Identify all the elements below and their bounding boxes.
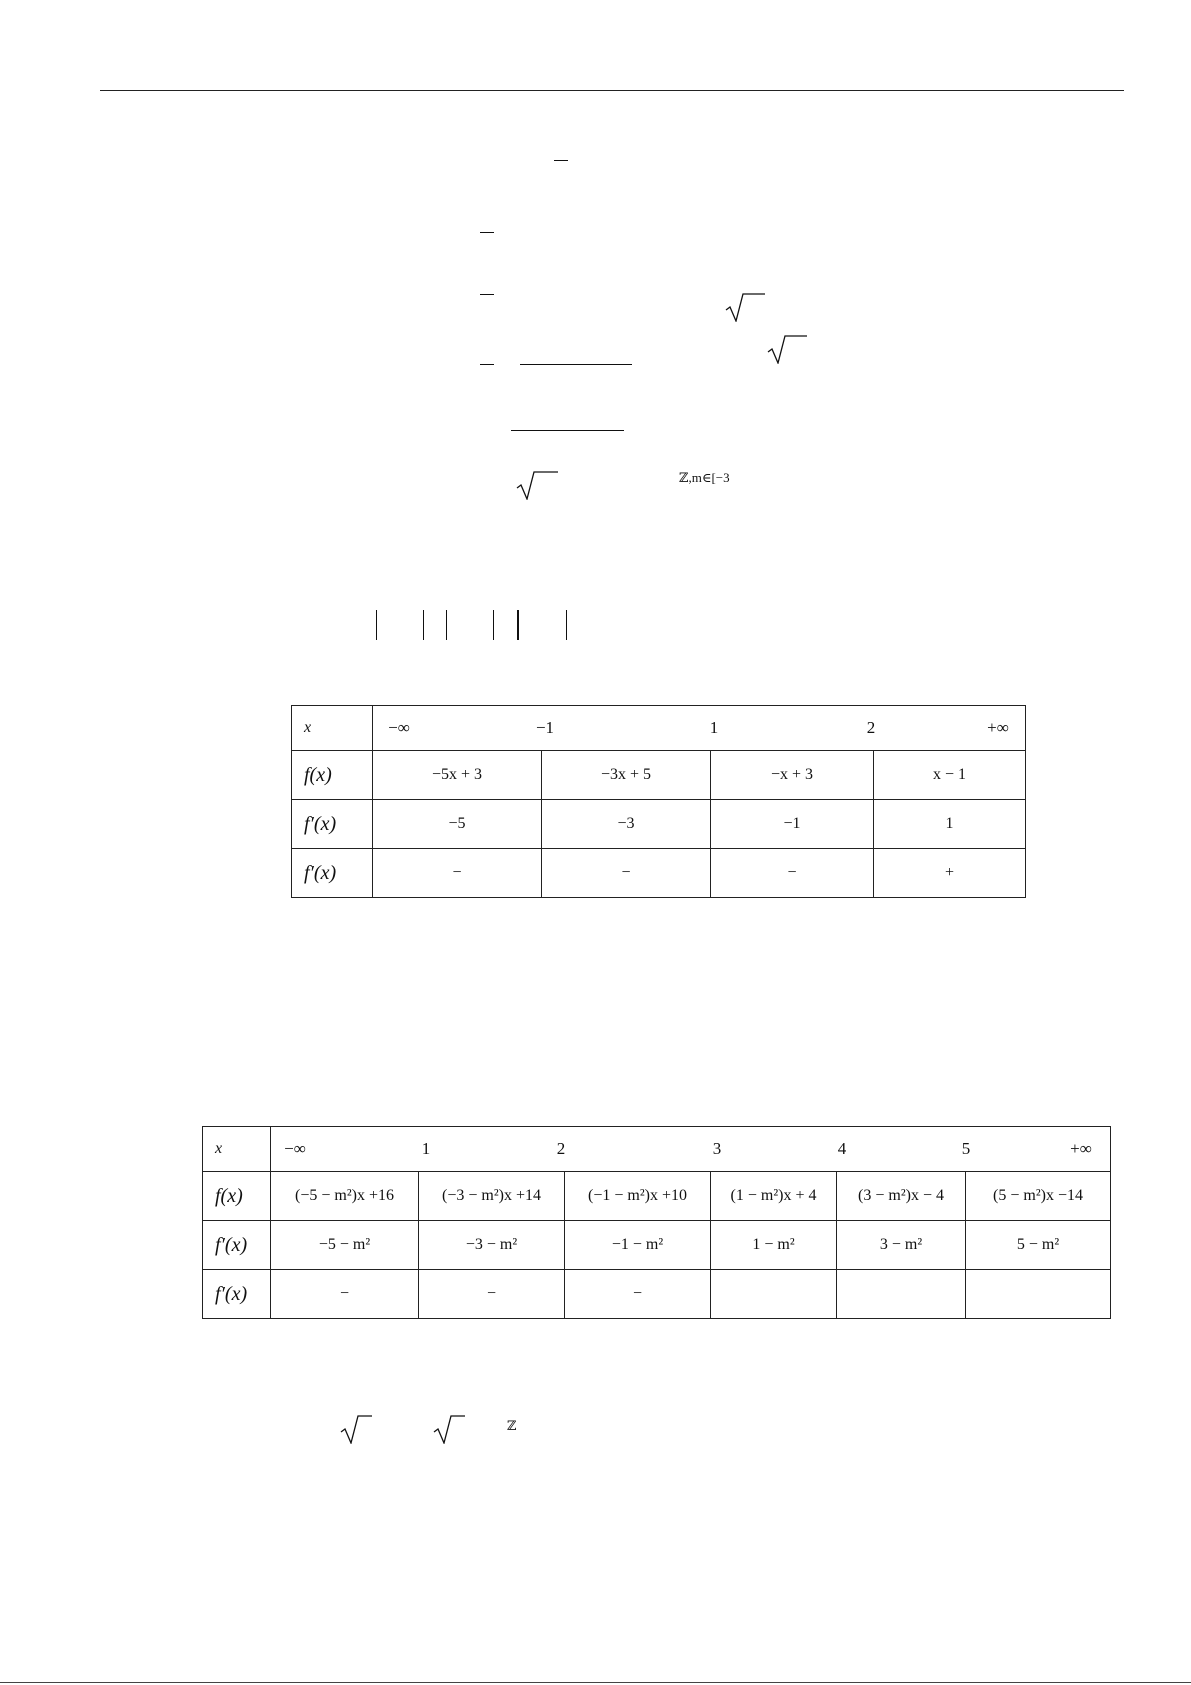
- table-cell: −5: [373, 800, 542, 849]
- x-point: +∞: [1070, 1139, 1092, 1158]
- x-header: x: [292, 706, 373, 751]
- fraction-bar: [480, 364, 494, 365]
- header-rule: [100, 90, 1124, 91]
- table-cell: −: [419, 1270, 565, 1319]
- table-row: [292, 800, 1026, 849]
- sign-table-1: [291, 705, 1026, 898]
- table-row: [292, 706, 1026, 751]
- table-cell: −: [565, 1270, 711, 1319]
- fraction-bar: [554, 160, 568, 161]
- x-point: 3: [712, 1139, 722, 1158]
- abs-bar: [423, 610, 424, 640]
- abs-bar: [376, 610, 377, 640]
- x-axis-cell: [373, 706, 1026, 751]
- sign-table-2: [202, 1126, 1111, 1319]
- x-point: 4: [837, 1139, 847, 1158]
- table-cell: −1 − m²: [565, 1221, 711, 1270]
- table-cell: 1: [874, 800, 1026, 849]
- fraction-bar: [511, 430, 624, 431]
- table-cell: (−1 − m²)x +10: [565, 1172, 711, 1221]
- table-row: [203, 1270, 1111, 1319]
- abs-bar: [446, 610, 447, 640]
- sqrt-icon: [340, 1414, 372, 1444]
- table-cell: −x + 3: [711, 751, 874, 800]
- fraction-bar: [480, 294, 494, 295]
- row-label: f′(x): [203, 1270, 271, 1319]
- table-row: [292, 751, 1026, 800]
- abs-bar: [493, 610, 494, 640]
- abs-bar: [566, 610, 567, 640]
- table-cell: (1 − m²)x + 4: [711, 1172, 837, 1221]
- integer-set-symbol: ℤ: [507, 1418, 517, 1433]
- x-point: 5: [961, 1139, 971, 1158]
- table-cell: −: [542, 849, 711, 898]
- table-cell: x − 1: [874, 751, 1026, 800]
- table-cell: −: [373, 849, 542, 898]
- table-cell: [837, 1270, 966, 1319]
- x-point: −∞: [284, 1139, 306, 1158]
- fraction-bar: [520, 364, 632, 365]
- abs-bar: [517, 610, 519, 640]
- x-header: x: [203, 1127, 271, 1172]
- fraction-bar: [480, 232, 494, 233]
- x-point: −1: [535, 718, 555, 737]
- table-cell: 3 − m²: [837, 1221, 966, 1270]
- sqrt-icon: [516, 470, 558, 500]
- table-cell: (3 − m²)x − 4: [837, 1172, 966, 1221]
- table-cell: (5 − m²)x −14: [966, 1172, 1111, 1221]
- footer-rule: [0, 1682, 1191, 1683]
- table-cell: 1 − m²: [711, 1221, 837, 1270]
- row-label: f′(x): [292, 849, 373, 898]
- row-label: f(x): [203, 1172, 271, 1221]
- table-cell: [711, 1270, 837, 1319]
- table-cell: −3: [542, 800, 711, 849]
- table-cell: −1: [711, 800, 874, 849]
- sqrt-icon: [433, 1414, 465, 1444]
- x-point: 1: [709, 718, 719, 737]
- row-label: f′(x): [292, 800, 373, 849]
- table-cell: 5 − m²: [966, 1221, 1111, 1270]
- x-point: 2: [866, 718, 876, 737]
- x-point: +∞: [987, 718, 1009, 737]
- x-point: 1: [421, 1139, 431, 1158]
- table-row: [203, 1127, 1111, 1172]
- table-cell: (−5 − m²)x +16: [271, 1172, 419, 1221]
- table-cell: −3 − m²: [419, 1221, 565, 1270]
- table-row: [292, 849, 1026, 898]
- table-cell: −: [271, 1270, 419, 1319]
- x-point: 2: [556, 1139, 566, 1158]
- table-cell: −5 − m²: [271, 1221, 419, 1270]
- row-label: f′(x): [203, 1221, 271, 1270]
- sqrt-icon: [767, 334, 807, 364]
- table-row: [203, 1172, 1111, 1221]
- table-cell: −: [711, 849, 874, 898]
- x-axis-cell: [271, 1127, 1111, 1172]
- table-cell: [966, 1270, 1111, 1319]
- table-cell: −3x + 5: [542, 751, 711, 800]
- integer-set-range: ℤ,m∈[−3: [679, 470, 730, 485]
- row-label: f(x): [292, 751, 373, 800]
- table-row: [203, 1221, 1111, 1270]
- sqrt-icon: [725, 292, 765, 322]
- table-cell: (−3 − m²)x +14: [419, 1172, 565, 1221]
- table-cell: +: [874, 849, 1026, 898]
- x-point: −∞: [388, 718, 410, 737]
- table-cell: −5x + 3: [373, 751, 542, 800]
